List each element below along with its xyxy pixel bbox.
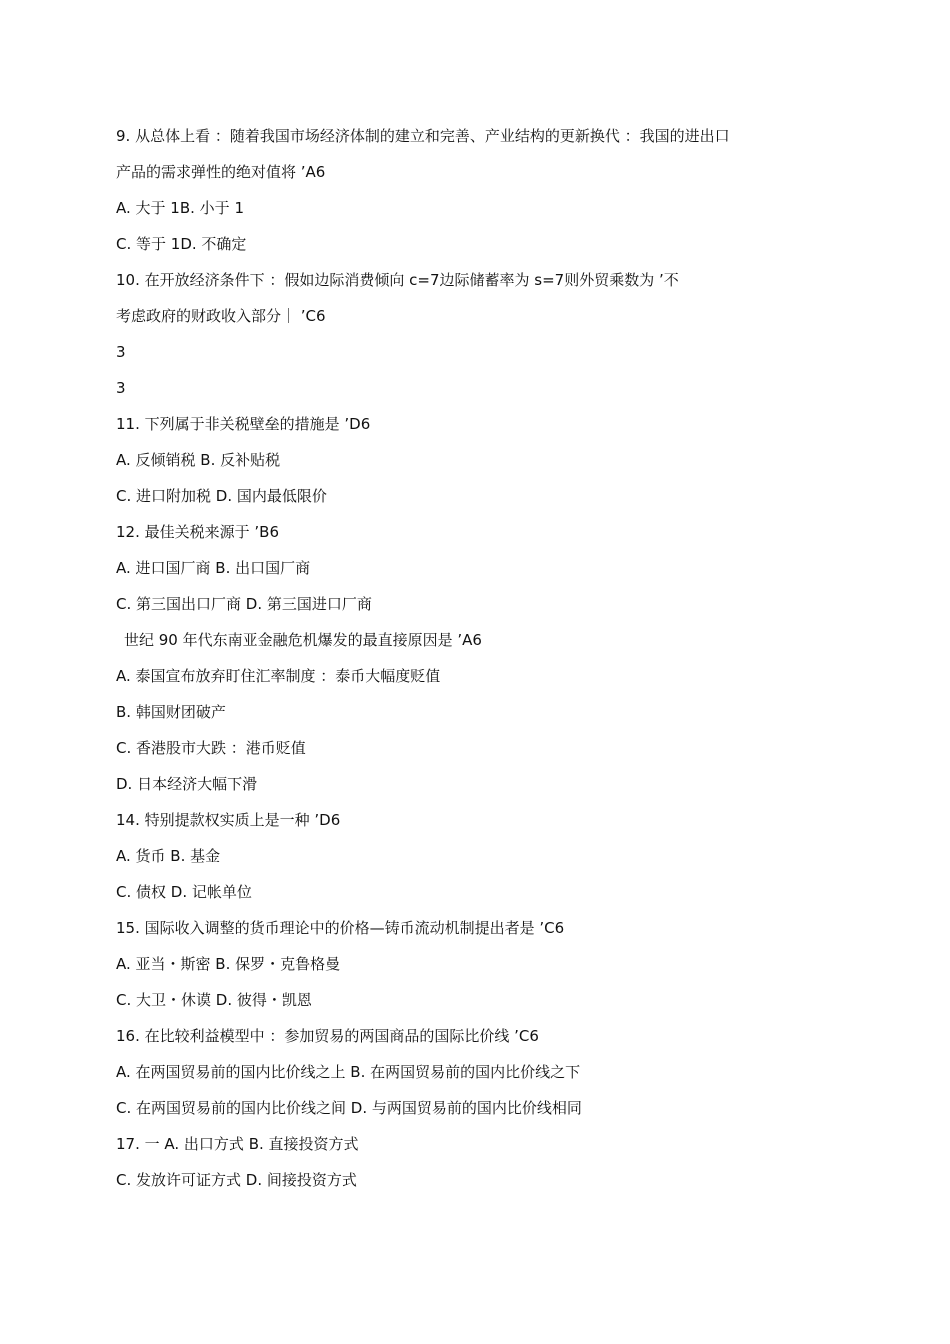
question-11-options-ab: A. 反倾销税 B. 反补贴税: [116, 451, 281, 469]
question-11-text: 11. 下列属于非关税壁垒的措施是 ’D6: [116, 415, 371, 433]
question-10-text-cont: 考虑政府的财政收入部分｜ ’C6: [116, 307, 326, 325]
question-9-text: 9. 从总体上看 ：随着我国市场经济体制的建立和完善、产业结构的更新换代 ：我国的进出口: [116, 127, 730, 145]
document-body: [116, 118, 836, 1198]
question-12-text: 12. 最佳关税来源于 ’B6: [116, 523, 279, 541]
question-16-options-ab: A. 在两国贸易前的国内比价线之上 B. 在两国贸易前的国内比价线之下: [116, 1063, 581, 1081]
question-16-options-cd: C. 在两国贸易前的国内比价线之间 D. 与两国贸易前的国内比价线相同: [116, 1099, 582, 1117]
question-15-text: 15. 国际收入调整的货币理论中的价格—铸币流动机制提出者是 ’C6: [116, 919, 565, 937]
question-12-options-ab: A. 进口国厂商 B. 出口国厂商: [116, 559, 311, 577]
question-12-options-cd: C. 第三国出口厂商 D. 第三国进口厂商: [116, 595, 372, 613]
question-15-options-ab: A. 亚当・斯密 B. 保罗・克鲁格曼: [116, 955, 341, 973]
question-13-option-d: D. 日本经济大幅下滑: [116, 775, 258, 793]
question-17-options-cd: C. 发放许可证方式 D. 间接投资方式: [116, 1171, 357, 1189]
question-13-text: 世纪 90 年代东南亚金融危机爆发的最直接原因是 ’A6: [124, 631, 482, 649]
question-11-options-cd: C. 进口附加税 D. 国内最低限价: [116, 487, 327, 505]
question-9-text-cont: 产品的需求弹性的绝对值将 ’A6: [116, 163, 326, 181]
question-14-options-ab: A. 货币 B. 基金: [116, 847, 221, 865]
question-9-options-cd: C. 等于 1D. 不确定: [116, 235, 247, 253]
question-14-options-cd: C. 债权 D. 记帐单位: [116, 883, 252, 901]
question-13-option-c: C. 香港股市大跌 ：港币贬值: [116, 739, 306, 757]
question-16-text: 16. 在比较利益模型中 ：参加贸易的两国商品的国际比价线 ’C6: [116, 1027, 539, 1045]
stray-number: 3: [116, 343, 126, 361]
question-13-option-b: B. 韩国财团破产: [116, 703, 226, 721]
question-10-text: 10. 在开放经济条件下 ：假如边际消费倾向 c=7边际储蓄率为 s=7则外贸乘数为 ’不: [116, 271, 679, 289]
question-9-options-ab: A. 大于 1B. 小于 1: [116, 199, 244, 217]
question-14-text: 14. 特别提款权实质上是一种 ’D6: [116, 811, 341, 829]
question-15-options-cd: C. 大卫・休谟 D. 彼得・凯恩: [116, 991, 312, 1009]
question-17-text: 17. 一 A. 出口方式 B. 直接投资方式: [116, 1135, 359, 1153]
stray-number: 3: [116, 379, 126, 397]
question-13-option-a: A. 泰国宣布放弃盯住汇率制度 ：泰币大幅度贬值: [116, 667, 441, 685]
